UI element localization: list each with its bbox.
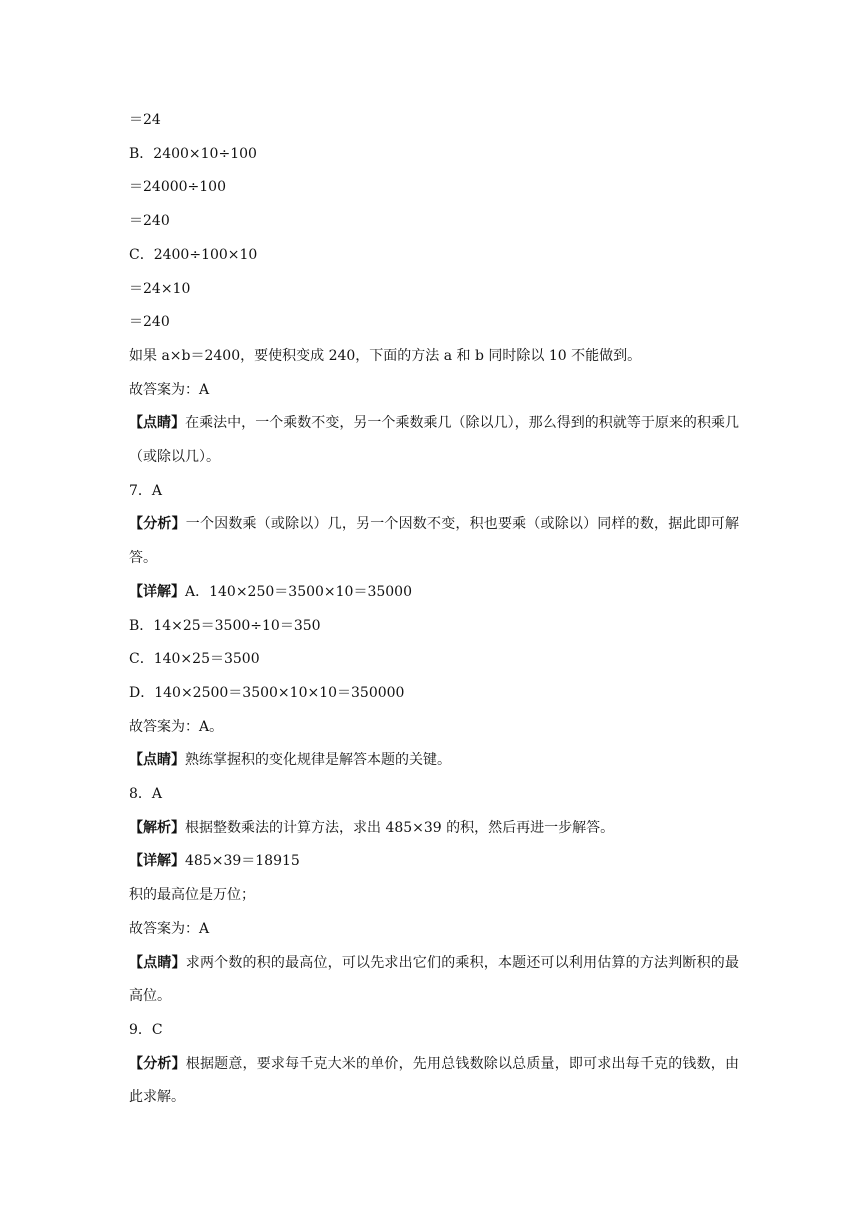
text-line: [129, 239, 739, 273]
line-text: 积的最高位是万位；: [129, 887, 255, 904]
text-line: [129, 306, 739, 340]
line-text: 熟练掌握积的变化规律是解答本题的关键。: [185, 752, 451, 769]
text-line: [129, 812, 739, 846]
text-line: [129, 610, 739, 644]
text-line: [129, 171, 739, 205]
line-text: 故答案为：A。: [129, 718, 224, 735]
text-line: [129, 104, 739, 138]
text-line: [129, 374, 739, 408]
text-line: [129, 508, 739, 575]
line-text: 7．A: [129, 482, 163, 499]
line-text: B．2400×10÷100: [129, 145, 257, 162]
line-text: 根据题意，要求每千克大米的单价，先用总钱数除以总质量，即可求出每千克的钱数，由此求解。: [129, 1055, 740, 1106]
line-text: ＝24×10: [129, 280, 191, 297]
line-text: C．2400÷100×10: [129, 246, 258, 263]
text-line: [129, 576, 739, 610]
text-line: [129, 340, 739, 374]
text-line: [129, 1048, 739, 1115]
line-text: B．14×25＝3500÷10＝350: [129, 617, 321, 634]
section-tag: 【分析】: [129, 1055, 186, 1072]
section-tag: 【解析】: [129, 819, 185, 836]
text-line: [129, 475, 739, 509]
section-tag: 【点睛】: [129, 415, 186, 432]
section-tag: 【详解】: [129, 853, 185, 870]
text-line: [129, 879, 739, 913]
text-line: [129, 677, 739, 711]
text-line: [129, 643, 739, 677]
line-text: 8．A: [129, 786, 163, 803]
line-text: D．140×2500＝3500×10×10＝350000: [129, 684, 405, 701]
text-line: [129, 407, 739, 474]
line-text: 如果 a×b＝2400，要使积变成 240，下面的方法 a 和 b 同时除以 10 不能做到。: [129, 347, 642, 364]
text-line: [129, 845, 739, 879]
text-line: [129, 205, 739, 239]
line-text: C．140×25＝3500: [129, 651, 260, 668]
line-text: 485×39＝18915: [185, 853, 300, 870]
text-line: [129, 273, 739, 307]
text-line: [129, 711, 739, 745]
text-line: [129, 138, 739, 172]
line-text: 一个因数乘（或除以）几，另一个因数不变，积也要乘（或除以）同样的数，据此即可解答。: [129, 516, 740, 567]
text-line: [129, 1014, 739, 1048]
line-text: 9．C: [129, 1021, 163, 1038]
document-body: [129, 104, 739, 1115]
line-text: 故答案为：A: [129, 920, 210, 937]
line-text: ＝240: [129, 213, 170, 230]
section-tag: 【详解】: [129, 583, 185, 600]
line-text: ＝24: [129, 112, 161, 128]
line-text: 求两个数的积的最高位，可以先求出它们的乘积，本题还可以利用估算的方法判断积的最高位。: [129, 954, 740, 1005]
text-line: [129, 744, 739, 778]
line-text: 根据整数乘法的计算方法，求出 485×39 的积，然后再进一步解答。: [185, 819, 615, 836]
section-tag: 【点睛】: [129, 752, 185, 769]
section-tag: 【点睛】: [129, 954, 186, 971]
line-text: 在乘法中，一个乘数不变，另一个乘数乘几（除以几），那么得到的积就等于原来的积乘几（或除以几）。: [129, 415, 739, 466]
text-line: [129, 913, 739, 947]
text-line: [129, 947, 739, 1014]
line-text: ＝24000÷100: [129, 179, 226, 196]
line-text: 故答案为：A: [129, 381, 210, 398]
text-line: [129, 778, 739, 812]
line-text: A．140×250＝3500×10＝35000: [185, 583, 412, 600]
section-tag: 【分析】: [129, 516, 186, 533]
line-text: ＝240: [129, 314, 170, 331]
